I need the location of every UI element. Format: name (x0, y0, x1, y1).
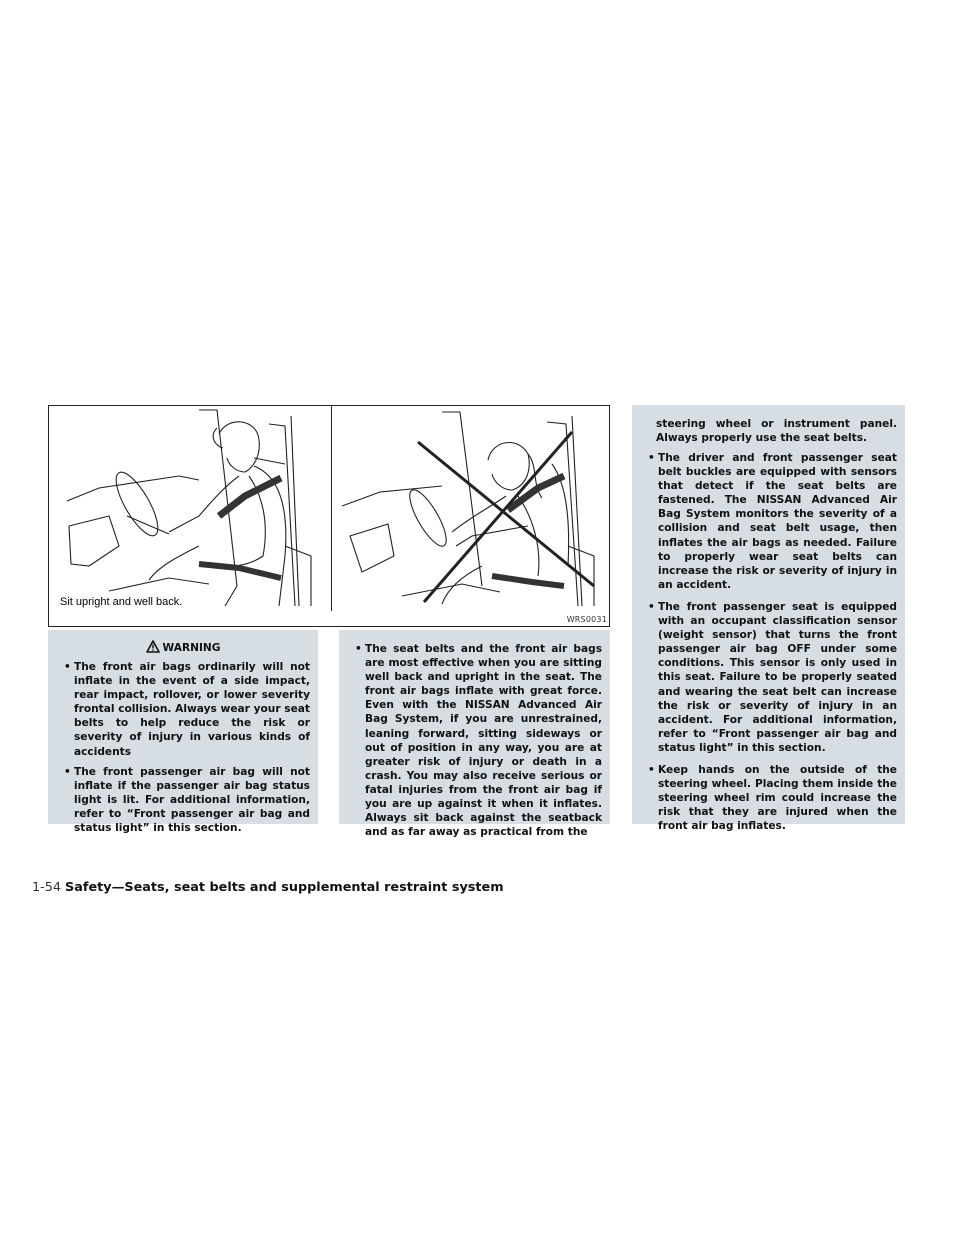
warning-bullets-col1 (56, 660, 310, 841)
correct-seating-drawing (49, 406, 331, 611)
incorrect-seating-drawing (332, 406, 611, 611)
warning-panel-col2 (339, 630, 610, 839)
warning-bullet: • The seat belts and the front air bags are most effective when you are sitting well back and upright in the seat. The front air bags inflate with great force. Even with the NISSAN Advanced Air Bag System, if you are unrestrained, leaning forward, sitting sideways or out of position in any way, you are at greater risk of injury or death in a crash. You may also receive serious or fatal injuries from the front air bag if you are up against it when it inflates. Always sit back against the seatback and as far away as practical from the (347, 642, 602, 839)
warning-bullet: • The front passenger air bag will not inflate if the passenger air bag status light is lit. For additional information, refer to “Front passenger air bag and status light” in this section. (56, 765, 310, 835)
warning-bullet: • Keep hands on the outside of the steering wheel. Placing them inside the steering wheel rim could increase the risk that they are injured when the front air bag inflates. (640, 763, 897, 833)
page-footer (32, 880, 504, 895)
seating-illustration (48, 405, 610, 627)
warning-heading (48, 640, 318, 654)
figure-id: WRS0031 (566, 615, 607, 624)
warning-bullet: • The driver and front passenger seat belt buckles are equipped with sensors that detect if the seat belts are fastened. The NISSAN Advanced Air Bag System monitors the severity of a collision and seat belt usage, then inflates the air bags as needed. Failure to properly wear seat belts can increase the risk or severity of injury in an accident. (640, 451, 897, 592)
section-title: Safety—Seats, seat belts and supplemental restraint system (65, 880, 504, 895)
figure-caption: Sit upright and well back. (60, 596, 183, 608)
warning-panel-col3 (632, 405, 905, 833)
warning-continued-text: steering wheel or instrument panel. Always properly use the seat belts. (656, 418, 897, 445)
warning-bullets-col2 (347, 642, 602, 845)
page-number: 1-54 (32, 880, 62, 895)
warning-triangle-icon (146, 640, 160, 653)
warning-bullet: • The front passenger seat is equipped with an occupant classification sensor (weight sensor) that turns the front passenger air bag OFF under some conditions. This sensor is only used in this seat. Failure to be properly seated and wearing the seat belt can increase the risk or severity of injury in an accident. For additional information, refer to “Front passenger air bag and status light” in this section. (640, 600, 897, 755)
warning-panel-col1 (48, 630, 318, 835)
warning-title: WARNING (162, 642, 221, 654)
warning-bullet: • The front air bags ordinarily will not inflate in the event of a side impact, rear impact, rollover, or lower severity frontal collision. Always wear your seat belts to help reduce the risk or severity of injury in various kinds of accidents (56, 660, 310, 759)
warning-bullets-col3 (640, 451, 897, 841)
